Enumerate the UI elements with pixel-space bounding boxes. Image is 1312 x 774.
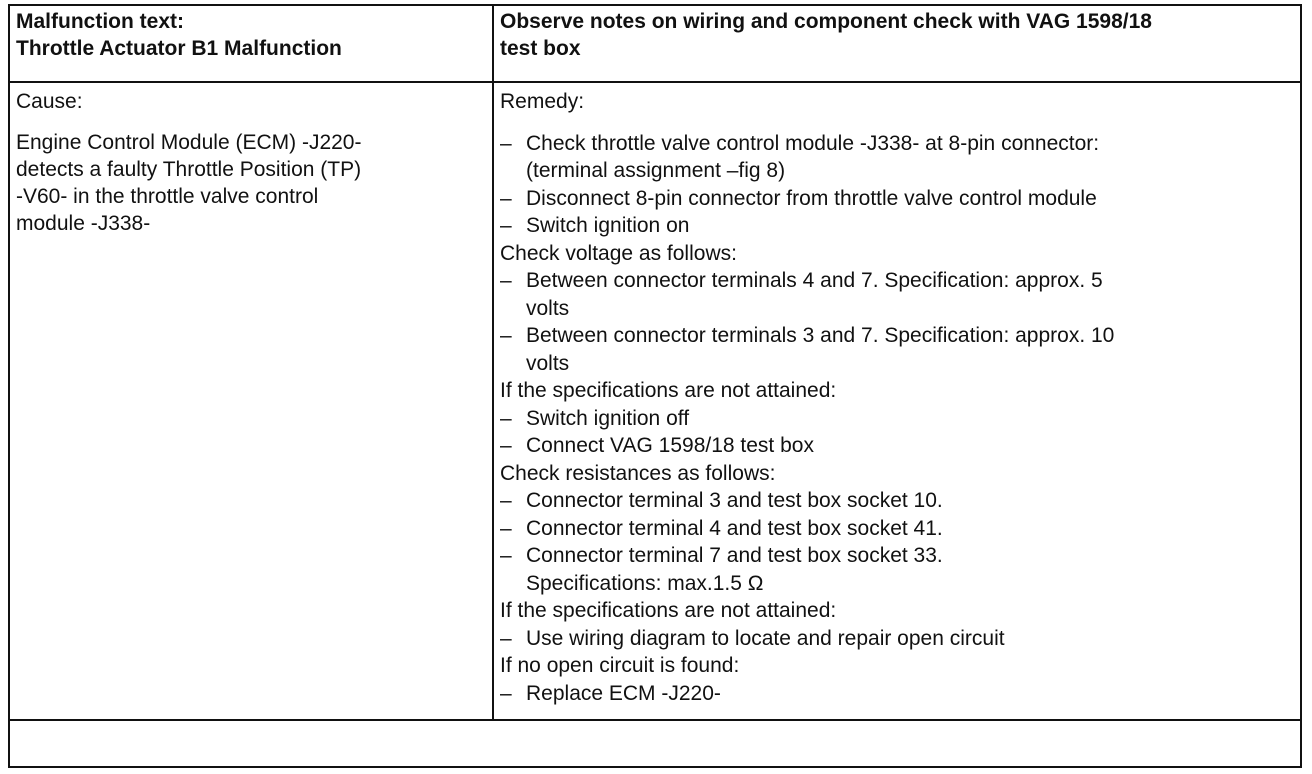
remedy-line-text: Connector terminal 7 and test box socket 33. <box>526 544 943 567</box>
remedy-line <box>500 625 1294 653</box>
remedy-line-text: volts <box>526 351 570 375</box>
dash-bullet: – <box>500 406 512 430</box>
remedy-line-text: Switch ignition on <box>526 214 690 237</box>
remedy-line-text: Between connector terminals 3 and 7. Specification: approx. 10 <box>526 324 1115 347</box>
cause-line: detects a faulty Throttle Position (TP) <box>16 158 362 181</box>
remedy-line-text: If the specifications are not attained: <box>500 599 837 622</box>
remedy-line <box>500 295 1294 323</box>
remedy-line-text: Specifications: max.1.5 Ω <box>526 571 764 595</box>
dash-bullet: – <box>500 681 512 705</box>
remedy-line <box>500 542 1294 570</box>
remedy-line-text: Check voltage as follows: <box>500 241 737 265</box>
remedy-line-text: Disconnect 8-pin connector from throttle valve control module <box>526 186 1097 210</box>
cause-line: module -J338- <box>16 212 151 235</box>
remedy-line <box>500 405 1294 433</box>
remedy-line <box>500 460 1294 488</box>
remedy-line <box>500 212 1294 240</box>
header-line: Observe notes on wiring and component check with VAG 1598/18 <box>500 10 1152 33</box>
remedy-line <box>500 597 1294 625</box>
dash-bullet: – <box>500 324 512 347</box>
cause-line: -V60- in the throttle valve control <box>16 185 319 208</box>
dash-bullet: – <box>500 186 512 210</box>
header-divider <box>10 81 1300 83</box>
dash-bullet: – <box>500 544 512 567</box>
remedy-line <box>500 487 1294 515</box>
remedy-line-text: Use wiring diagram to locate and repair open circuit <box>526 626 1005 650</box>
remedy-line <box>500 350 1294 378</box>
dash-bullet: – <box>500 214 512 237</box>
remedy-line-text: Check resistances as follows: <box>500 461 776 485</box>
remedy-line-text: If the specifications are not attained: <box>500 379 837 402</box>
remedy-line <box>500 652 1294 680</box>
header-line: Malfunction text: <box>16 10 184 33</box>
remedy-label: Remedy: <box>500 90 585 113</box>
remedy-line <box>500 377 1294 405</box>
remedy-line <box>500 322 1294 350</box>
remedy-line-text: Connector terminal 3 and test box socket 10. <box>526 489 943 512</box>
remedy-line-text: volts <box>526 296 570 320</box>
remedy-line-text: Between connector terminals 4 and 7. Specification: approx. 5 <box>526 269 1103 292</box>
remedy-line <box>500 130 1294 158</box>
remedy-line-text: Connector terminal 4 and test box socket 41. <box>526 516 943 540</box>
remedy-line <box>500 515 1294 543</box>
dash-bullet: – <box>500 131 512 155</box>
cause-cell <box>10 84 492 237</box>
remedy-line-text: Connect VAG 1598/18 test box <box>526 434 814 457</box>
empty-footer-row <box>10 721 1300 766</box>
malfunction-table <box>8 4 1302 768</box>
dash-bullet: – <box>500 626 512 650</box>
dash-bullet: – <box>500 516 512 540</box>
dash-bullet: – <box>500 489 512 512</box>
remedy-line <box>500 157 1294 185</box>
header-line: Throttle Actuator B1 Malfunction <box>16 37 342 60</box>
dash-bullet: – <box>500 269 512 292</box>
remedy-line-text: Switch ignition off <box>526 406 690 430</box>
remedy-line <box>500 267 1294 295</box>
remedy-line <box>500 680 1294 708</box>
remedy-line <box>500 570 1294 598</box>
remedy-line-text: Check throttle valve control module -J338- at 8-pin connector: <box>526 131 1100 155</box>
remedy-steps <box>500 130 1294 708</box>
remedy-line <box>500 432 1294 460</box>
remedy-line <box>500 240 1294 268</box>
dash-bullet: – <box>500 434 512 457</box>
remedy-line-text: Replace ECM -J220- <box>526 681 721 705</box>
remedy-line <box>500 185 1294 213</box>
cause-line: Engine Control Module (ECM) -J220- <box>16 131 362 154</box>
remedy-cell <box>494 84 1300 707</box>
malfunction-text-header <box>10 8 492 81</box>
observe-notes-header <box>494 8 1300 81</box>
header-line: test box <box>500 37 581 60</box>
remedy-line-text: (terminal assignment –fig 8) <box>526 159 786 182</box>
remedy-line-text: If no open circuit is found: <box>500 654 740 677</box>
cause-label: Cause: <box>16 90 83 113</box>
